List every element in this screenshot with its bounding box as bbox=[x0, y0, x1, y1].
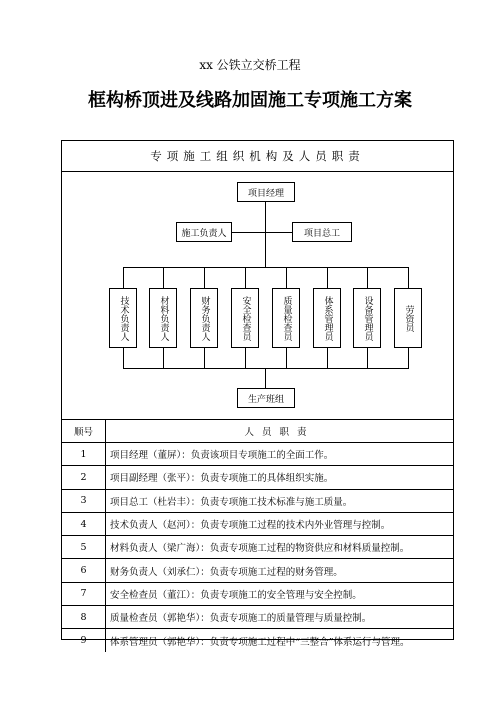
connector-line bbox=[265, 202, 266, 268]
connector-line bbox=[327, 267, 328, 289]
row-number: 5 bbox=[62, 536, 106, 559]
connector-line bbox=[245, 347, 246, 369]
org-box-label: 劳资员 bbox=[403, 304, 414, 332]
org-box-label: 安全检查员 bbox=[240, 295, 251, 341]
construction-lead-box bbox=[176, 222, 232, 242]
row-duty-text: 项目经理（董屏）：负责该项目专项施工的全面工作。 bbox=[106, 443, 454, 466]
org-box-label: 设备管理员 bbox=[362, 295, 373, 341]
table-row bbox=[62, 559, 453, 582]
org-box-label: 施工负责人 bbox=[181, 228, 227, 239]
table-row bbox=[62, 443, 453, 466]
department-box bbox=[109, 288, 137, 348]
connector-line bbox=[163, 267, 164, 289]
project-manager-box bbox=[237, 182, 295, 202]
org-box-label: 体系管理员 bbox=[322, 295, 333, 341]
connector-line bbox=[408, 347, 409, 369]
org-box-label: 项目总工 bbox=[303, 228, 340, 239]
connector-line bbox=[367, 267, 368, 289]
row-duty-text: 质量检查员（郭艳华）：负责专项施工的质量管理与质量控制。 bbox=[106, 606, 454, 629]
document-title: 框构桥顶进及线路加固施工专项施工方案 bbox=[88, 90, 412, 111]
connector-line bbox=[204, 347, 205, 369]
org-box-label: 项目经理 bbox=[247, 188, 284, 199]
production-team-box bbox=[237, 388, 295, 408]
org-box-label: 技术负责人 bbox=[118, 295, 129, 341]
connector-line bbox=[123, 267, 124, 289]
connector-line bbox=[367, 347, 368, 369]
org-box-label: 生产班组 bbox=[247, 394, 284, 405]
connector-line bbox=[265, 368, 266, 388]
row-number: 3 bbox=[62, 489, 106, 512]
row-duty-text: 体系管理员（郭艳华）：负责专项施工过程中“三整合”体系运行与管理。 bbox=[106, 629, 454, 652]
department-box bbox=[353, 288, 381, 348]
organization-frame bbox=[61, 140, 454, 648]
row-number: 1 bbox=[62, 443, 106, 466]
table-row bbox=[62, 606, 453, 629]
row-duty-text: 技术负责人（赵河）：负责专项施工过程的技术内外业管理与控制。 bbox=[106, 512, 454, 535]
department-box bbox=[190, 288, 218, 348]
connector-line bbox=[286, 267, 287, 289]
row-duty-text: 项目副经理（张平）：负责专项施工的具体组织实施。 bbox=[106, 466, 454, 489]
org-chart bbox=[62, 172, 453, 419]
column-header-duty: 人员职责 bbox=[106, 420, 454, 443]
org-box-label: 财务负责人 bbox=[199, 295, 210, 341]
row-number: 2 bbox=[62, 466, 106, 489]
org-box-label: 质量检查员 bbox=[281, 295, 292, 341]
connector-line bbox=[123, 267, 408, 268]
duties-table bbox=[62, 419, 453, 652]
column-header-no: 顺号 bbox=[62, 420, 106, 443]
row-number: 7 bbox=[62, 582, 106, 605]
row-duty-text: 财务负责人（刘承仁）：负责专项施工过程的财务管理。 bbox=[106, 559, 454, 582]
department-box bbox=[272, 288, 300, 348]
department-box bbox=[394, 288, 422, 348]
department-box bbox=[231, 288, 259, 348]
chief-engineer-box bbox=[292, 222, 352, 242]
row-number: 6 bbox=[62, 559, 106, 582]
row-duty-text: 安全检查员（董江）：负责专项施工的安全管理与安全控制。 bbox=[106, 582, 454, 605]
table-row bbox=[62, 489, 453, 512]
row-number: 4 bbox=[62, 512, 106, 535]
table-row bbox=[62, 582, 453, 605]
department-box bbox=[149, 288, 177, 348]
row-duty-text: 材料负责人（梁广海）：负责专项施工过程的物资供应和材料质量控制。 bbox=[106, 536, 454, 559]
row-number: 9 bbox=[62, 629, 106, 652]
connector-line bbox=[163, 347, 164, 369]
row-duty-text: 项目总工（杜岩丰）：负责专项施工技术标准与施工质量。 bbox=[106, 489, 454, 512]
connector-line bbox=[123, 347, 124, 369]
table-row bbox=[62, 512, 453, 535]
connector-line bbox=[327, 347, 328, 369]
project-subtitle: xx 公铁立交桥工程 bbox=[199, 58, 301, 72]
connector-line bbox=[286, 347, 287, 369]
section-header: 专项施工组织机构及人员职责 bbox=[62, 141, 453, 172]
table-row bbox=[62, 629, 453, 652]
department-box bbox=[313, 288, 341, 348]
row-number: 8 bbox=[62, 606, 106, 629]
connector-line bbox=[204, 267, 205, 289]
table-row bbox=[62, 466, 453, 489]
table-header-row bbox=[62, 420, 453, 443]
org-box-label: 材料负责人 bbox=[158, 295, 169, 341]
table-row bbox=[62, 536, 453, 559]
connector-line bbox=[408, 267, 409, 289]
connector-line bbox=[245, 267, 246, 289]
connector-line bbox=[231, 232, 292, 233]
